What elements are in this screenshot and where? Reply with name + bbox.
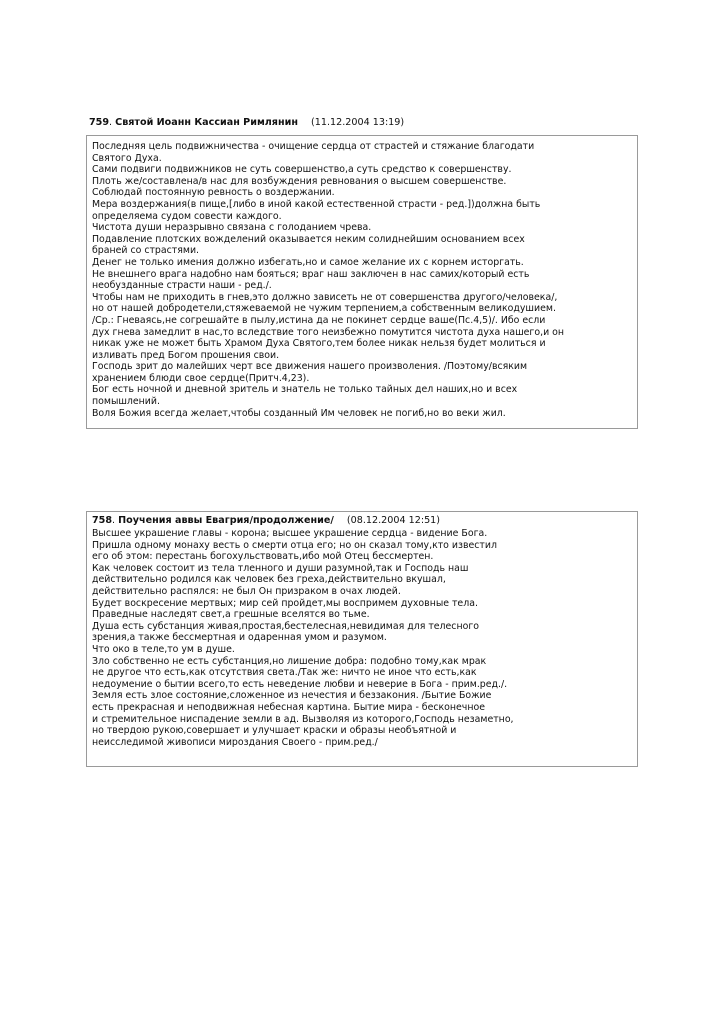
post-date: (11.12.2004 13:19) bbox=[311, 117, 405, 128]
text-line: помышлений. bbox=[92, 396, 160, 408]
text-line: Подавление плотских вожделений оказывается неким солиднейшим основанием всех bbox=[92, 233, 525, 245]
text-line: Как человек состоит из тела тленного и души разумной,так и Господь наш bbox=[92, 562, 469, 574]
text-line: зрения,а также бессмертная и одаренная умом и разумом. bbox=[92, 632, 387, 644]
text-line: но твердою рукою,совершает и улучшает краски и образы необъятной и bbox=[92, 725, 457, 737]
text-line: Чтобы нам не приходить в гнев,это должно зависеть не от совершенства другого/человека/, bbox=[92, 291, 558, 303]
text-line: Денег не только имения должно избегать,но и самое желание их с корнем исторгать. bbox=[92, 256, 524, 268]
text-line: но от нашей добродетели,стяжеваемой не чужим терпением,а собственным великодушием. bbox=[92, 303, 556, 315]
post-title: Поучения аввы Евагрия/продолжение/ bbox=[118, 515, 334, 526]
text-line: никак уже не может быть Храмом Духа Святого,тем более никак нельзя будет молиться и bbox=[92, 338, 546, 350]
post-date: (08.12.2004 12:51) bbox=[346, 515, 441, 526]
text-line: действительно распялся: не был Он призраком в очах людей. bbox=[92, 585, 401, 597]
text-line: определяема судом совести каждого. bbox=[92, 210, 282, 222]
text-line: хранением блюди свое сердце(Притч.4,23). bbox=[92, 372, 310, 384]
text-line: есть прекрасная и неподвижная небесная картина. Бытие мира - бесконечное bbox=[92, 701, 485, 713]
text-line: Господь зрит до малейших черт все движения нашего произволения. /Поэтому/всяким bbox=[92, 361, 528, 373]
text-line: Мера воздержания(в пище,[либо в иной какой естественной страсти - ред.])должна быть bbox=[92, 198, 541, 210]
text-line: браней со страстями. bbox=[92, 245, 200, 257]
text-line: Соблюдай постоянную ревность о воздержании. bbox=[92, 187, 335, 199]
text-line: Зло собственно не есть субстанция,но лишение добра: подобно тому,как мрак bbox=[92, 655, 487, 667]
text-line: Чистота души неразрывно связана с голоданием чрева. bbox=[92, 222, 372, 234]
text-line: Будет воскресение мертвых; мир сей пройдет,мы воспримем духовные тела. bbox=[92, 597, 478, 609]
text-line: Не внешнего врага надобно нам бояться; враг наш заключен в нас самих/который есть bbox=[92, 268, 530, 280]
post-body-text-759 bbox=[92, 141, 564, 419]
text-line: Воля Божия всегда желает,чтобы созданный Им человек не погиб,но во веки жил. bbox=[92, 407, 506, 419]
text-line: /Ср.: Гневаясь,не согрешайте в пылу,истина да не покинет сердце ваше(Пс.4,5)/. Ибо если bbox=[92, 314, 546, 326]
post-number-separator: . bbox=[112, 515, 116, 526]
text-line: Последняя цель подвижничества - очищение сердца от страстей и стяжание благодати bbox=[92, 141, 535, 152]
text-line: необузданные страсти наши - ред./. bbox=[92, 280, 272, 292]
post-header-759 bbox=[89, 117, 404, 129]
text-line: не другое что есть,как отсутствия света./Так же: ничто не иное что есть,как bbox=[92, 667, 477, 679]
text-line: и стремительное ниспадение земли в ад. Вызволяя из которого,Господь незаметно, bbox=[92, 713, 514, 725]
post-header-758 bbox=[92, 515, 440, 527]
text-line: его об этом: перестань богохульствовать,ибо мой Отец бессмертен. bbox=[92, 551, 434, 563]
post-number: 758 bbox=[92, 515, 113, 526]
text-line: Пришла одному монаху весть о смерти отца его; но он сказал тому,кто известил bbox=[92, 539, 497, 551]
text-line: недоумение о бытии всего,то есть неведение любви и неверие в Бога - прим.ред./. bbox=[92, 678, 508, 690]
text-line: Святого Духа. bbox=[92, 152, 162, 164]
text-line: Что око в теле,то ум в душе. bbox=[92, 643, 235, 655]
post-body-text-758 bbox=[92, 528, 514, 748]
text-line: Высшее украшение главы - корона; высшее украшение сердца - видение Бога. bbox=[92, 528, 488, 539]
post-number-separator: . bbox=[109, 117, 113, 128]
text-line: неисследимой живописи мироздания Своего - прим.ред./ bbox=[92, 736, 378, 748]
text-line: Душа есть субстанция живая,простая,бестелесная,невидимая для телесного bbox=[92, 620, 479, 632]
text-line: Земля есть злое состояние,сложенное из нечестия и беззакония. /Бытие Божие bbox=[92, 690, 492, 702]
text-line: действительно родился как человек без греха,действительно вкушал, bbox=[92, 574, 446, 586]
text-line: Сами подвиги подвижников не суть совершенство,а суть средство к совершенству. bbox=[92, 164, 512, 176]
text-line: дух гнева замедлит в нас,то вследствие того неизбежно помутится чистота духа нашего,и он bbox=[92, 326, 565, 338]
text-line: изливать пред Богом прошения свои. bbox=[92, 349, 280, 361]
text-line: Плоть же/составлена/в нас для возбуждения ревнования о высшем совершенстве. bbox=[92, 175, 507, 187]
post-number: 759 bbox=[89, 117, 110, 128]
post-title: Святой Иоанн Кассиан Римлянин bbox=[115, 117, 298, 128]
text-line: Бог есть ночной и дневной зритель и знатель не только тайных дел наших,но и всех bbox=[92, 384, 518, 396]
text-line: Праведные наследят свет,а грешные вселятся во тьме. bbox=[92, 609, 370, 621]
